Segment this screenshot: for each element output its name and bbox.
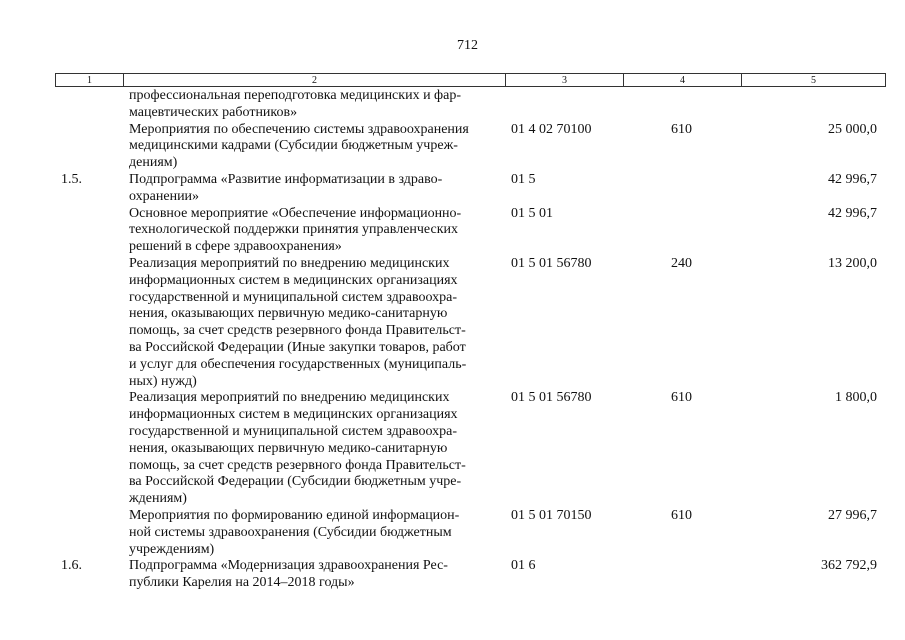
description-line: информационных систем в медицинских организациях (129, 407, 458, 423)
table-body (55, 88, 885, 592)
description-line: помощь, за счет средств резервного фонда Правительст- (129, 457, 466, 473)
description-line: медицинскими кадрами (Субсидии бюджетным учреж- (129, 138, 458, 154)
row-code: 01 4 02 70100 (511, 121, 592, 137)
description-line: государственной и муниципальной систем здравоохра- (129, 289, 458, 305)
row-description (123, 88, 505, 122)
column-header-row (55, 73, 886, 87)
row-expense-type: 610 (671, 507, 692, 523)
budget-table (55, 88, 885, 592)
row-code: 01 5 01 (511, 205, 553, 221)
table-row (55, 390, 885, 508)
row-number (55, 390, 123, 508)
description-line: государственной и муниципальной систем здравоохра- (129, 423, 458, 439)
row-amount: 42 996,7 (828, 205, 877, 221)
row-number: 1.5. (61, 171, 82, 187)
description-line: нения, оказывающих первичную медико-санитарную (129, 306, 448, 322)
row-description (123, 256, 505, 390)
table-row (55, 558, 885, 592)
description-line: Мероприятия по формированию единой информацион- (129, 507, 460, 523)
row-code: 01 5 01 56780 (511, 255, 592, 271)
description-line: охранении» (129, 188, 200, 204)
row-number: 1.6. (61, 558, 82, 574)
description-line: Подпрограмма «Развитие информатизации в здраво- (129, 171, 443, 187)
description-line: публики Карелия на 2014–2018 годы» (129, 575, 355, 591)
row-number (55, 206, 123, 256)
description-line: технологической поддержки принятия управленческих (129, 222, 458, 238)
row-expense-type: 240 (671, 255, 692, 271)
row-expense-type: 610 (671, 121, 692, 137)
description-line: информационных систем в медицинских организациях (129, 272, 458, 288)
row-amount (741, 88, 885, 122)
description-line: нения, оказывающих первичную медико-санитарную (129, 440, 448, 456)
row-code: 01 5 01 70150 (511, 507, 592, 523)
row-amount: 13 200,0 (828, 255, 877, 271)
description-line: профессиональная переподготовка медицинских и фар- (129, 88, 462, 103)
description-line: Основное мероприятие «Обеспечение информационно- (129, 205, 462, 221)
row-amount: 42 996,7 (828, 171, 877, 187)
row-amount: 1 800,0 (835, 390, 877, 406)
description-line: мацевтических работников» (129, 104, 298, 120)
row-expense-type (623, 88, 741, 122)
description-line: ждениям) (129, 491, 187, 507)
column-header-2: 2 (124, 74, 506, 87)
description-line: ва Российской Федерации (Субсидии бюджетным учре- (129, 474, 462, 490)
row-number (55, 88, 123, 122)
page-number: 712 (457, 38, 478, 53)
row-code: 01 5 (511, 171, 536, 187)
table-row (55, 206, 885, 256)
row-amount: 27 996,7 (828, 507, 877, 523)
table-row (55, 122, 885, 172)
row-code (505, 88, 623, 122)
row-description (123, 390, 505, 508)
description-line: Реализация мероприятий по внедрению медицинских (129, 255, 450, 271)
row-code: 01 6 (511, 558, 536, 574)
column-header-5: 5 (742, 74, 886, 87)
row-expense-type: 610 (671, 390, 692, 406)
description-line: Подпрограмма «Модернизация здравоохранения Рес- (129, 558, 448, 574)
row-expense-type (623, 558, 741, 592)
row-expense-type (623, 206, 741, 256)
description-line: и услуг для обеспечения государственных (муниципаль- (129, 356, 467, 372)
description-line: ных) нужд) (129, 373, 197, 389)
row-description (123, 172, 505, 206)
description-line: Реализация мероприятий по внедрению медицинских (129, 390, 450, 406)
row-amount: 362 792,9 (821, 558, 877, 574)
table-row (55, 88, 885, 122)
row-amount: 25 000,0 (828, 121, 877, 137)
description-line: дениям) (129, 155, 178, 171)
row-code: 01 5 01 56780 (511, 390, 592, 406)
description-line: Мероприятия по обеспечению системы здравоохранения (129, 121, 469, 137)
column-header-1: 1 (56, 74, 124, 87)
description-line: ва Российской Федерации (Иные закупки товаров, работ (129, 339, 466, 355)
table-row (55, 172, 885, 206)
column-header-3: 3 (506, 74, 624, 87)
row-description (123, 206, 505, 256)
description-line: ной системы здравоохранения (Субсидии бюджетным (129, 524, 452, 540)
row-number (55, 508, 123, 558)
row-number (55, 122, 123, 172)
description-line: помощь, за счет средств резервного фонда Правительст- (129, 323, 466, 339)
row-expense-type (623, 172, 741, 206)
table-row (55, 508, 885, 558)
row-description (123, 508, 505, 558)
description-line: решений в сфере здравоохранения» (129, 239, 342, 255)
row-number (55, 256, 123, 390)
column-header-4: 4 (624, 74, 742, 87)
table-row (55, 256, 885, 390)
row-description (123, 122, 505, 172)
row-description (123, 558, 505, 592)
description-line: учреждениям) (129, 541, 215, 557)
